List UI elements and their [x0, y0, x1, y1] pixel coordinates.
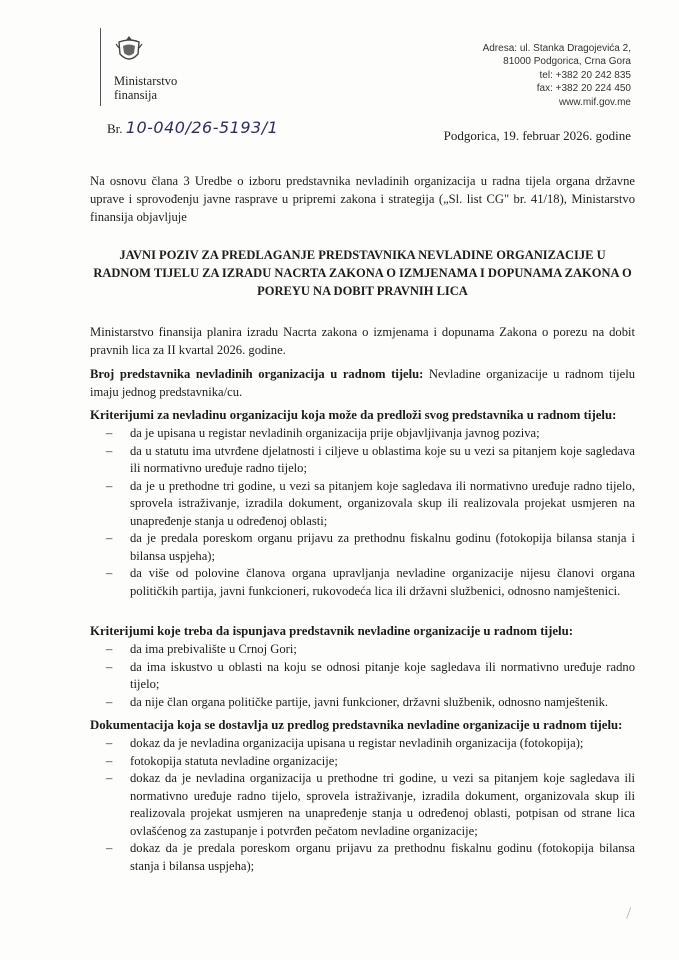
scan-mark — [626, 907, 637, 921]
list-item-text: dokaz da je nevladina organizacija u prethodne tri godine, u vezi sa pitanjem koje sagledava ili normativno uređuje radno tijelo, sprovela istraživanje, izradila dokument, organizovala skup ili realizovala projekat usmjeren na unapređenje stanja u određenoj oblasti, potpisan od strane lica ovlašćenog za zastupanje i potvrđen pečatom nevladine organizacije; — [130, 771, 635, 838]
dash: – — [106, 659, 113, 674]
list-item — [90, 770, 635, 840]
dash: – — [106, 478, 113, 493]
list-item — [90, 530, 635, 565]
address-fax: fax: +382 20 224 450 — [536, 83, 631, 95]
dash: – — [106, 426, 113, 440]
dash: – — [106, 642, 113, 656]
list-item — [90, 735, 635, 753]
dash: – — [106, 736, 113, 750]
list-item-text: dokaz da je predala poreskom organu prijavu za prethodnu fiskalnu godinu (fotokopija bilansa stanja i bilansa uspjeha); — [130, 841, 635, 873]
list-item-text: da ima iskustvo u oblasti na koju se odnosi pitanje koje sagledava ili normativno uređuje radno tijelo; — [130, 659, 635, 691]
list-item-text: fotokopija statuta nevladine organizacije; — [130, 753, 338, 768]
intro-paragraph: Na osnovu člana 3 Uredbe o izboru predstavnika nevladinih organizacija u radna tijela organa državne uprave i sprovođenju javne rasprave u pripremi zakona i strategija („Sl. list CG" br. 41/18), Ministarstvo finansija objavljuje — [90, 174, 635, 224]
registration-prefix: Br. — [107, 121, 123, 136]
list-item — [90, 425, 635, 443]
list-item-text: da je u prethodne tri godine, u vezi sa pitanjem koje sagledava ili normativno uređuje radno tijelo, sprovela istraživanje, izradila dokument, organizovala skup ili realizovala projekat usmjeren na unapređenje stanja u određenoj oblasti; — [130, 478, 635, 528]
plan-paragraph: Ministarstvo finansija planira izradu Nacrta zakona o izmjenama i dopunama Zakona o porezu na dobit pravnih lica za II kvartal 2026. godine. — [90, 325, 635, 357]
list-item — [90, 840, 635, 875]
address-web: www.mif.gov.me — [558, 96, 631, 108]
ministry-name-line2: finansija — [114, 88, 158, 102]
list-item — [90, 478, 635, 531]
list-item — [90, 443, 635, 478]
address-tel: tel: +382 20 242 835 — [539, 69, 631, 81]
registration-handwritten: 10-040/26-5193/1 — [125, 118, 279, 137]
address-city: 81000 Podgorica, Crna Gora — [503, 56, 631, 68]
count-paragraph — [90, 365, 635, 401]
list-item — [90, 641, 635, 659]
list-item-text: da u statutu ima utvrđene djelatnosti i ciljeve u oblastima koje su u vezi sa pitanjem koje sagledava ili normativno uređuje radno tijelo; — [130, 443, 635, 475]
ministry-name-line1: Ministarstvo — [114, 74, 178, 88]
count-text: Nevladine organizacije u radnom tijelu imaju jednog predstavnika/cu. — [90, 367, 635, 399]
dash: – — [106, 753, 113, 768]
list-item — [90, 659, 635, 694]
criteria-org-list — [90, 425, 635, 600]
dash: – — [106, 694, 113, 709]
logo-divider — [100, 28, 101, 106]
dash: – — [106, 771, 113, 785]
criteria-rep-list — [90, 641, 635, 711]
list-item — [90, 694, 635, 712]
ministry-name — [114, 74, 177, 102]
coat-of-arms-icon — [114, 34, 144, 68]
document-title: JAVNI POZIV ZA PREDLAGANJE PREDSTAVNIKA NEVLADINE ORGANIZACIJE U RADNOM TIJELU ZA IZRADU NACRTA ZAKONA O IZMJENAMA I DOPUNAMA ZAKONA O POREYU NA DOBIT PRAVNIH LICA — [93, 248, 632, 298]
count-label: Broj predstavnika nevladinih organizacija u radnom tijelu: — [90, 367, 424, 381]
dash: – — [106, 531, 113, 545]
documentation-heading: Dokumentacija koja se dostavlja uz predlog predstavnika nevladine organizacije u radnom tijelu: — [90, 718, 623, 732]
dash: – — [106, 443, 113, 458]
list-item-text: dokaz da je nevladina organizacija upisana u registar nevladinih organizacija (fotokopija); — [130, 736, 584, 750]
list-item-text: da ima prebivalište u Crnoj Gori; — [130, 642, 297, 656]
criteria-rep-heading: Kriterijumi koje treba da ispunjava predstavnik nevladine organizacije u radnom tijelu: — [90, 624, 573, 638]
documentation-list — [90, 735, 635, 875]
list-item-text: da je upisana u registar nevladinih organizacija prije objavljivanja javnog poziva; — [130, 426, 540, 440]
address-block — [483, 42, 631, 109]
dash: – — [106, 566, 113, 580]
list-item — [90, 565, 635, 600]
date-line: Podgorica, 19. februar 2026. godine — [443, 128, 631, 143]
dash: – — [106, 841, 113, 855]
list-item — [90, 753, 635, 771]
registration-number — [107, 118, 278, 137]
address-line: Adresa: ul. Stanka Dragojevića 2, — [482, 43, 631, 54]
list-item-text: da nije član organa političke partije, javni funkcioner, državni službenik, odnosno namještenik. — [130, 694, 609, 709]
list-item-text: da više od polovine članova organa upravljanja nevladine organizacije nijesu članovi organa političkih partija, javni funkcioneri, rukovodeća lica ili državni službenici, odnosno namještenici. — [130, 566, 635, 598]
list-item-text: da je predala poreskom organu prijavu za prethodnu fiskalnu godinu (fotokopija bilansa stanja i bilansa uspjeha); — [130, 531, 635, 563]
criteria-org-heading: Kriterijumi za nevladinu organizaciju koja može da predloži svog predstavnika u radnom tijelu: — [90, 408, 617, 422]
